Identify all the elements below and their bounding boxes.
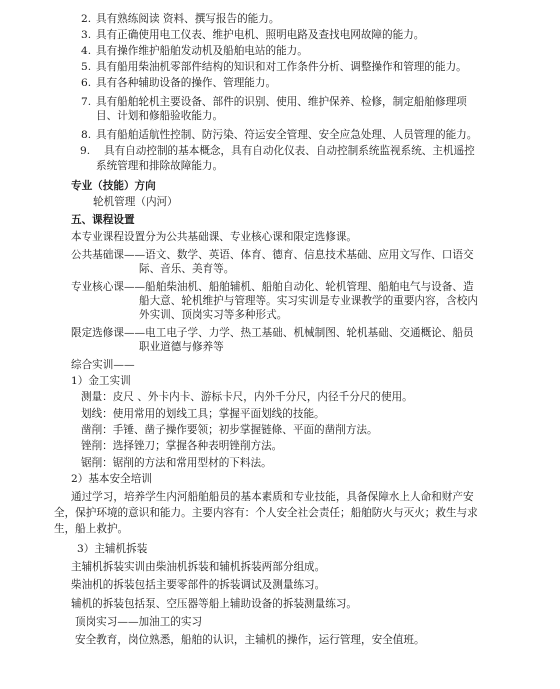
engine-training-line: 主辅机拆装实训由柴油机拆装和辅机拆装两部分组成。 — [71, 561, 326, 573]
fitter-training-line: 测量：皮尺 、外卡内卡、游标卡尺，内外千分尺，内径千分尺的使用。 — [81, 391, 413, 403]
list-item-text: 目、计划和修船验收能力。 — [96, 110, 224, 122]
public-courses-text: 际、音乐、美育等。 — [139, 263, 235, 275]
direction-value: 轮机管理（内河） — [93, 196, 178, 208]
list-item-text: 具有熟练阅读 资料、撰写报告的能力。 — [96, 13, 280, 25]
section-heading: 五、课程设置 — [71, 214, 135, 226]
fitter-training-heading: 1）金工实训 — [71, 375, 131, 387]
list-number: 9. — [80, 145, 91, 157]
list-number: 3. — [81, 29, 92, 41]
list-item-text: 具有船用柴油机零部件结构的知识和对工作条件分析、调整操作和管理的能力。 — [96, 61, 467, 73]
fitter-training-line: 凿削：手锤、凿子操作要领；初步掌握链條、平面的凿削方法。 — [81, 424, 378, 436]
list-number: 6. — [81, 77, 92, 89]
internship-heading: 顶岗实习——加油工的实习 — [75, 616, 203, 628]
list-item-text: 具有船舶轮机主要设备、部件的识别、使用、维护保养、检修，制定船舶修理项 — [96, 96, 467, 108]
engine-training-heading: 3）主辅机拆装 — [77, 543, 148, 555]
list-item-text: 具有操作维护船舶发动机及船舶电站的能力。 — [96, 45, 308, 57]
list-number: 5. — [81, 61, 92, 73]
core-courses-text: 外实训、顶岗实习等多种形式。 — [139, 309, 288, 321]
direction-heading: 专业（技能）方向 — [71, 180, 156, 192]
list-number: 8. — [81, 129, 92, 141]
training-heading: 综合实训—— — [71, 359, 135, 371]
core-courses-text: 船大意、轮机维护与管理等。实习实训是专业课教学的重要内容，含校内 — [139, 295, 478, 307]
list-number: 4. — [81, 45, 92, 57]
courses-intro: 本专业课程设置分为公共基础课、专业核心课和限定选修课。 — [71, 231, 358, 243]
list-number: 7. — [81, 96, 92, 108]
list-item-text: 系统管理和排除故障能力。 — [96, 160, 224, 172]
public-courses-text: 公共基础课——语文、数学、英语、体育、德育、信息技术基础、应用文写作、口语交 — [71, 249, 474, 261]
safety-training-line: 全，保护环境的意识和能力。主要内容有：个人安全社会责任；船舶防火与灭火；救生与求 — [54, 507, 478, 519]
list-item-text: 具有正确使用电工仪表、维护电机、照明电路及查找电网故障的能力。 — [96, 29, 425, 41]
elective-courses-text: 职业道德与修养等 — [139, 341, 224, 353]
core-courses-text: 专业核心课——船舶柴油机、船舶辅机、船舶自动化、轮机管理、船舶电气与设备、造 — [71, 281, 474, 293]
internship-line: 安全教育，岗位熟悉，船舶的认识，主辅机的操作，运行管理，安全值班。 — [75, 634, 425, 646]
elective-courses-text: 限定选修课——电工电子学、力学、热工基础、机械制图、轮机基础、交通概论、船员 — [71, 327, 474, 339]
list-item-text: 具有各种辅助设备的操作、管理能力。 — [96, 77, 277, 89]
engine-training-line: 柴油机的拆装包括主要零部件的拆装调试及测量练习。 — [71, 579, 326, 591]
fitter-training-line: 锯削：锯削的方法和常用型材的下料法。 — [81, 457, 272, 469]
safety-training-line: 通过学习，培养学生内河船舶船员的基本素质和专业技能，具备保障水上人命和财产安 — [71, 491, 474, 503]
list-number: 2. — [81, 13, 92, 25]
safety-training-heading: 2）基本安全培训 — [71, 473, 152, 485]
safety-training-line: 生，船上救护。 — [54, 523, 129, 535]
engine-training-line: 辅机的拆装包括泵、空压器等船上辅助设备的拆装测量练习。 — [71, 598, 358, 610]
fitter-training-line: 锉削：选择锉刀；掌握各种表明锉削方法。 — [81, 440, 283, 452]
list-item-text: 具有船舶适航性控制、防污染、符运安全管理、安全应急处理、人员管理的能力。 — [96, 129, 478, 141]
list-item-text: 具有自动控制的基本概念，具有自动化仪表、自动控制系统监视系统、主机遥控 — [104, 145, 475, 157]
fitter-training-line: 划线：使用常用的划线工具；掌握平面划线的技能。 — [81, 408, 325, 420]
